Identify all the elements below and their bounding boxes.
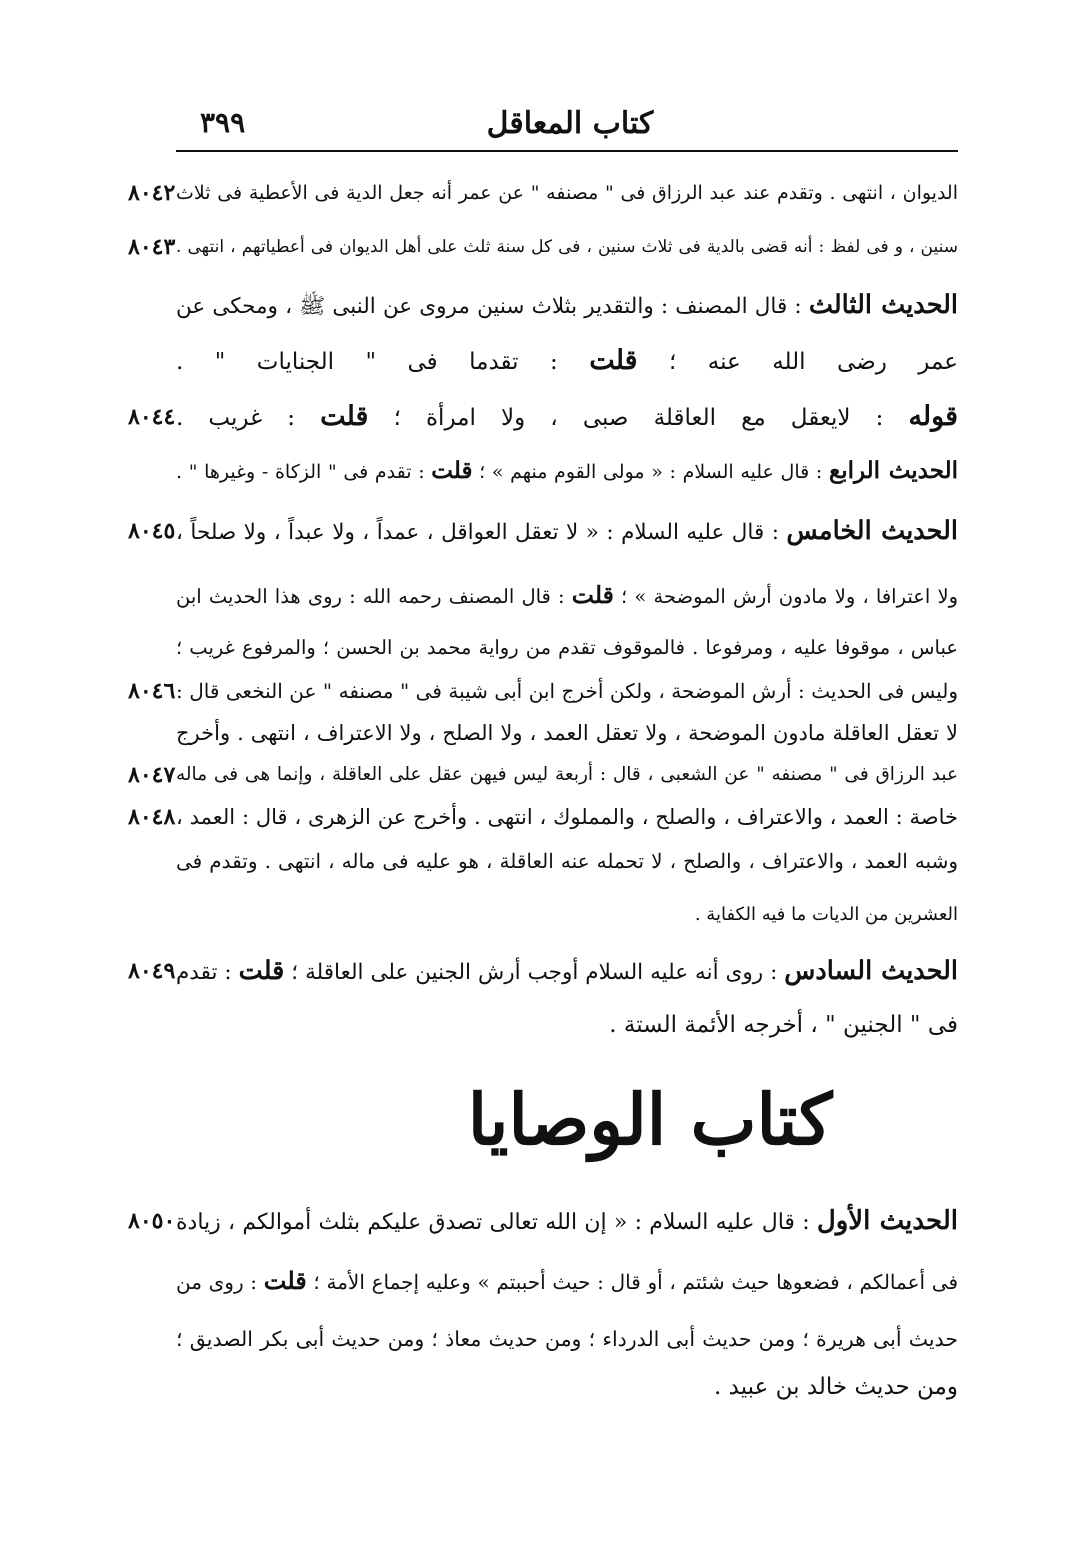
line-text: : لايعقل مع العاقلة صبى ، ولا امرأة ؛ bbox=[368, 405, 909, 431]
line-text-continued: : غريب . bbox=[176, 405, 321, 431]
body-line bbox=[176, 516, 958, 548]
hadith-number: ٨٠٤٥ bbox=[128, 518, 176, 544]
hadith-number: ٨٠٤٦ bbox=[128, 678, 176, 704]
hadith-heading: الحديث الخامس bbox=[786, 516, 958, 546]
line-text-continued: : تقدم فى " الزكاة - وغيرها " . bbox=[176, 461, 432, 483]
line-text-continued: : قال المصنف رحمه الله : روى هذا الحديث ابن bbox=[176, 585, 572, 608]
hadith-heading: الحديث الأول bbox=[816, 1206, 958, 1236]
line-text: لا تعقل العاقلة مادون الموضحة ، ولا تعقل العمد ، ولا الصلح ، ولا الاعتراف ، انتهى . وأخرج bbox=[176, 721, 958, 745]
hadith-heading: الحديث السادس bbox=[784, 956, 959, 986]
line-text: فى أعمالكم ، فضعوها حيث شئتم ، أو قال : حيث أحببتم » وعليه إجماع الأمة ؛ bbox=[306, 1270, 959, 1294]
hadith-number: ٨٠٤٤ bbox=[128, 404, 176, 430]
running-title: كتاب المعاقل bbox=[486, 106, 654, 141]
header-rule bbox=[176, 150, 958, 152]
line-text: ولا اعترافا ، ولا مادون أرش الموضحة » ؛ bbox=[613, 585, 958, 608]
line-text: وليس فى الحديث : أرش الموضحة ، ولكن أخرج ابن أبى شيبة فى " مصنفه " عن النخعى قال : bbox=[176, 679, 958, 703]
qultu-marker: قلت bbox=[238, 956, 285, 986]
hadith-number: ٨٠٤٩ bbox=[128, 958, 176, 984]
line-text: العشرين من الديات ما فيه الكفاية . bbox=[694, 904, 958, 925]
line-text: عباس ، موقوفا عليه ، ومرفوعا . فالموقوف تقدم من رواية محمد بن الحسن ؛ والمرفوع غريب ؛ bbox=[176, 636, 958, 659]
line-text: ومن حديث خالد بن عبيد . bbox=[714, 1374, 958, 1400]
body-line bbox=[176, 1010, 958, 1040]
line-text: حديث أبى هريرة ؛ ومن حديث أبى الدرداء ؛ ومن حديث معاذ ؛ ومن حديث أبى بكر الصديق ؛ bbox=[176, 1327, 958, 1351]
body-line bbox=[176, 956, 958, 988]
line-text-continued: : تقدما فى " الجنايات " . bbox=[176, 349, 590, 375]
line-text: الديوان ، انتهى . وتقدم عند عبد الرزاق فى " مصنفه " عن عمر أنه جعل الدية فى الأعطية فى ثلاث bbox=[176, 182, 958, 204]
line-text: خاصة : العمد ، والاعتراف ، والصلح ، والمملوك ، انتهى . وأخرج عن الزهرى ، قال : العمد ، bbox=[176, 805, 958, 829]
hadith-heading: قوله bbox=[908, 401, 958, 432]
hadith-number: ٨٠٥٠ bbox=[128, 1208, 176, 1234]
line-text: : قال عليه السلام : « لا تعقل العواقل ، عمداً ، ولا عبداً ، ولا صلحاً ، bbox=[176, 520, 787, 545]
line-text: فى " الجنين " ، أخرجه الأئمة الستة . bbox=[609, 1012, 958, 1038]
chapter-line bbox=[176, 1324, 958, 1354]
line-text-continued: : تقدم bbox=[176, 960, 239, 985]
hadith-number: ٨٠٤٨ bbox=[128, 804, 176, 830]
body-line bbox=[176, 802, 958, 832]
line-text: سنين ، و فى لفظ : أنه قضى بالدية فى ثلاث سنين ، فى كل سنة ثلث على أهل الديوان فى أعطياتهم ، انتهى . bbox=[176, 237, 958, 257]
body-line bbox=[176, 900, 958, 930]
hadith-heading: الحديث الثالث bbox=[808, 290, 959, 320]
line-text: عمر رضى الله عنه ؛ bbox=[637, 349, 958, 375]
chapter-line bbox=[176, 1206, 958, 1238]
page-number: ٣٩٩ bbox=[200, 106, 246, 139]
line-text: : قال عليه السلام : « مولى القوم منهم » ؛ bbox=[472, 461, 829, 483]
qultu-marker: قلت bbox=[571, 581, 614, 609]
line-text: : قال عليه السلام : « إن الله تعالى تصدق عليكم بثلث أموالكم ، زيادة bbox=[176, 1210, 817, 1235]
body-line bbox=[176, 402, 958, 433]
body-line bbox=[176, 232, 958, 262]
body-line bbox=[176, 290, 958, 322]
hadith-number: ٨٠٤٢ bbox=[128, 180, 176, 206]
line-text-continued: : روى من bbox=[176, 1270, 264, 1294]
chapter-line bbox=[176, 1266, 958, 1297]
line-text: وشبه العمد ، والاعتراف ، والصلح ، لا تحمله عنه العاقلة ، هو عليه فى ماله ، انتهى . وتقدم فى bbox=[176, 849, 958, 873]
qultu-marker: قلت bbox=[431, 457, 473, 484]
hadith-heading: الحديث الرابع bbox=[828, 457, 958, 484]
body-line bbox=[176, 633, 958, 663]
body-line bbox=[176, 718, 958, 748]
body-line bbox=[176, 346, 958, 377]
body-line bbox=[176, 178, 958, 208]
body-line bbox=[176, 676, 958, 706]
chapter-line bbox=[176, 1372, 958, 1402]
qultu-marker: قلت bbox=[263, 1266, 307, 1295]
chapter-title: كتاب الوصايا bbox=[467, 1078, 833, 1161]
line-text: : قال المصنف : والتقدير بثلاث سنين مروى عن النبى ﷺ ، ومحكى عن bbox=[176, 294, 809, 319]
line-text: : روى أنه عليه السلام أوجب أرش الجنين على العاقلة ؛ bbox=[284, 960, 785, 985]
line-text: عبد الرزاق فى " مصنفه " عن الشعبى ، قال : أربعة ليس فيهن عقل على العاقلة ، وإنما هى فى ماله bbox=[176, 764, 958, 785]
hadith-number: ٨٠٤٣ bbox=[128, 234, 176, 260]
body-line bbox=[176, 580, 958, 612]
qultu-marker: قلت bbox=[589, 345, 638, 376]
body-line bbox=[176, 846, 958, 876]
qultu-marker: قلت bbox=[320, 401, 369, 432]
hadith-number: ٨٠٤٧ bbox=[128, 762, 176, 788]
body-line bbox=[176, 456, 958, 487]
body-line bbox=[176, 760, 958, 790]
